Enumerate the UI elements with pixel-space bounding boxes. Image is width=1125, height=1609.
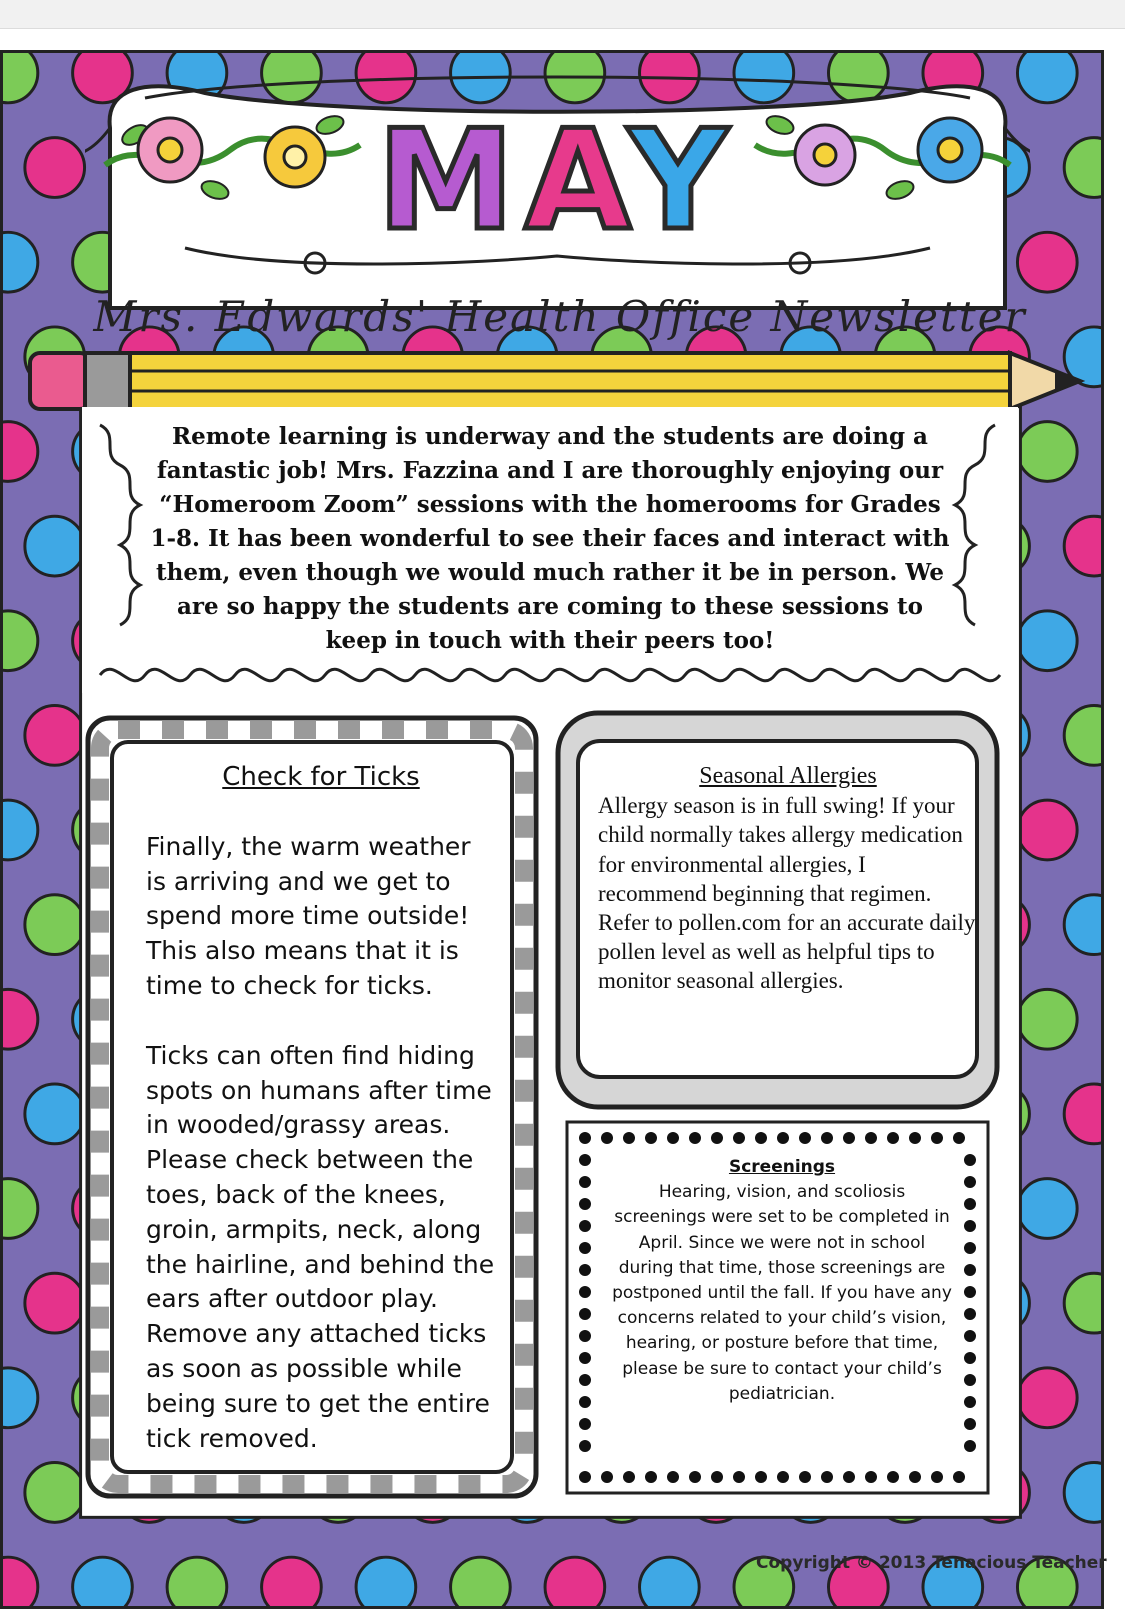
newsletter-subtitle: Mrs. Edwards' Health Office Newsletter [93,292,1027,341]
border-dot [579,1154,591,1166]
border-dot [964,1418,976,1430]
border-dot [821,1132,833,1144]
border-dot [799,1471,811,1483]
border-dot [843,1132,855,1144]
border-dot [579,1264,591,1276]
border-dot [755,1471,767,1483]
allergies-paragraph: Allergy season is in full swing! If your child normally takes allergy medication for environmental allergies, I recommend beginning that regimen. Refer to pollen.com for an accurate daily pollen level as well as helpful tips to monitor seasonal allergies. [598,793,976,994]
border-dot [579,1220,591,1232]
border-dot [964,1308,976,1320]
border-dot [579,1418,591,1430]
border-dot [964,1374,976,1386]
border-dot [964,1198,976,1210]
border-dot [579,1242,591,1254]
border-dot [821,1471,833,1483]
border-dot [711,1132,723,1144]
border-dot [964,1440,976,1452]
border-dot [964,1286,976,1298]
month-letter-y: Y [628,100,738,261]
polka-dot [262,1557,322,1606]
polka-dot [1017,800,1077,860]
browser-top-bar [0,0,1125,29]
border-dot [865,1471,877,1483]
border-dot [579,1176,591,1188]
intro-paragraph: Remote learning is underway and the students are doing a fantastic job! Mrs. Fazzina and I are thoroughly enjoying our “Homeroom Zoom” sessions with the homerooms for Grades 1-8. It has been wonderful to see their faces and interact with them, even though we would much rather it be in person. We are so happy the students are coming to these sessions to keep in touch with their peers too! [150,423,950,654]
border-dot [964,1220,976,1232]
polka-dot [73,1557,133,1606]
border-dot [964,1242,976,1254]
border-dot [733,1132,745,1144]
polka-dot [1017,1179,1077,1239]
border-dot [623,1132,635,1144]
border-dot [887,1471,899,1483]
border-dot [579,1286,591,1298]
polka-dot [356,1557,416,1606]
border-dot [601,1132,613,1144]
border-dot [579,1198,591,1210]
border-dot [579,1374,591,1386]
border-dot [711,1471,723,1483]
border-dot [843,1471,855,1483]
ticks-section [146,760,496,1456]
border-dot [623,1471,635,1483]
flower-vine-right-icon [750,95,1020,205]
ticks-paragraph-1: Finally, the warm weather is arriving and we get to spend more time outside! This also means that it is time to check for ticks. [146,831,471,1000]
border-dot [579,1330,591,1342]
polka-dot [25,895,85,955]
border-dot [755,1132,767,1144]
border-dot [777,1471,789,1483]
border-dot [964,1154,976,1166]
border-dot [931,1132,943,1144]
allergies-title: Seasonal Allergies [699,763,877,789]
polka-dot [1017,422,1077,482]
border-dot [777,1132,789,1144]
border-dot [601,1471,613,1483]
ticks-title: Check for Ticks [222,762,420,792]
border-dot [887,1132,899,1144]
border-dot [953,1471,965,1483]
month-letter-a: A [524,100,628,261]
border-dot [964,1176,976,1188]
border-dot [689,1471,701,1483]
polka-dot [451,1557,511,1606]
border-dot [931,1471,943,1483]
polka-dot [25,138,85,198]
screenings-title: Screenings [728,1157,836,1177]
border-dot [733,1471,745,1483]
ticks-paragraph-2: Ticks can often find hiding spots on humans after time in wooded/grassy areas. Please check between the toes, back of the knees, groin, armpits, neck, along the hairline, and behind the ears after outdoor play. Remove any attached ticks as soon as possible while being sure to get the entire tick removed. [146,1040,495,1453]
polka-dot [1017,611,1077,671]
border-dot [964,1352,976,1364]
border-dot [964,1330,976,1342]
polka-dot [25,1084,85,1144]
border-dot [579,1440,591,1452]
screenings-section [612,1155,952,1407]
polka-dot [545,1557,605,1606]
border-dot [909,1132,921,1144]
border-dot [579,1396,591,1408]
border-dot [964,1396,976,1408]
polka-dot [640,1557,700,1606]
flower-vine-left-icon [95,95,365,205]
border-dot [689,1132,701,1144]
border-dot [645,1132,657,1144]
border-dot [579,1132,591,1144]
border-dot [645,1471,657,1483]
border-dot [909,1471,921,1483]
border-dot [667,1132,679,1144]
polka-dot [25,1463,85,1523]
polka-dot [1017,989,1077,1049]
polka-dot [25,705,85,765]
polka-dot [25,516,85,576]
border-dot [865,1132,877,1144]
copyright-notice: Copyright © 2013 Tenacious Teacher [756,1553,1107,1573]
border-dot [667,1471,679,1483]
border-dot [799,1132,811,1144]
border-dot [579,1308,591,1320]
border-dot [579,1352,591,1364]
border-dot [579,1471,591,1483]
screenings-paragraph: Hearing, vision, and scoliosis screenings were set to be completed in April. Since we were not in school during that time, those screenings are postponed until the fall. If you have any concerns related to your child’s vision, hearing, or posture before that time, please be sure to contact your child’s pediatrician. [612,1182,952,1404]
polka-dot [25,1273,85,1333]
polka-dot [167,1557,227,1606]
border-dot [953,1132,965,1144]
polka-dot [1017,1368,1077,1428]
border-dot [964,1264,976,1276]
allergies-section [598,762,978,996]
month-letter-m: M [377,100,525,261]
